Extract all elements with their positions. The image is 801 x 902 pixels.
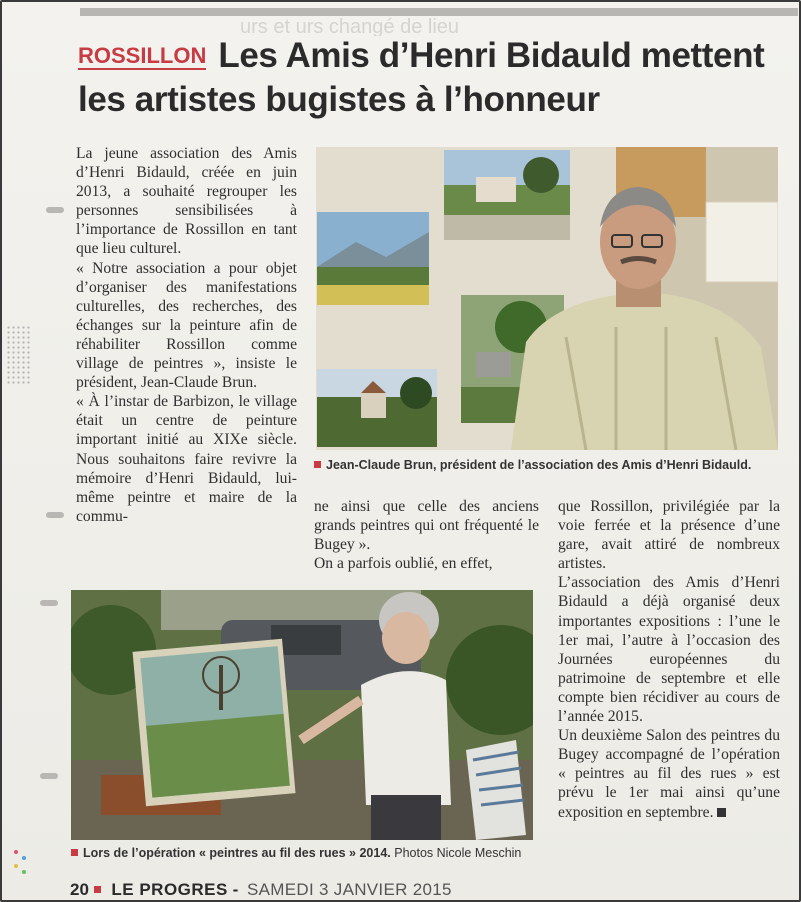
article-title: Les Amis d’Henri Bidauld mettent les artistes bugistes à l’honneur: [78, 36, 765, 119]
footer-separator: -: [232, 880, 239, 899]
caption-text: Lors de l’opération « peintres au fil des rues » 2014.: [83, 846, 391, 860]
paragraph: « Notre association a pour objet d’organiser des manifestations culturelles, des recherches, des échanges sur la peinture afin de réhabiliter Rossillon comme village de peintres », insiste le président, Jean-Claude Brun.: [76, 259, 297, 392]
newspaper-name: LE PROGRES: [111, 880, 228, 899]
paragraph: L’association des Amis d’Henri Bidauld a déjà organisé deux importantes expositions : l’une le 1er mai, l’autre à l’occasion des Journées européennes du patrimoine de septembre et elle compte bien récidiver au cours de l’année 2015.: [558, 574, 780, 726]
location-kicker: ROSSILLON: [78, 43, 207, 68]
paragraph: ne ainsi que celle des anciens grands peintres qui ont fréquenté le Bugey ».: [314, 498, 539, 554]
photo-credit: Photos Nicole Meschin: [394, 846, 522, 860]
paragraph: que Rossillon, privilégiée par la voie ferrée et la présence d’une gare, avait attiré de nombreux artistes.: [558, 498, 780, 573]
issue-date: SAMEDI 3 JANVIER 2015: [247, 880, 452, 899]
caption-text: Jean-Claude Brun, président de l’association des Amis d’Henri Bidauld.: [326, 458, 752, 472]
paragraph: On a parfois oublié, en effet,: [314, 555, 493, 573]
bleed-through-text: urs et urs changé de lieu: [240, 16, 460, 36]
paragraph: « À l’instar de Barbizon, le village était un centre de peinture important initié au XIXe siècle. Nous souhaitons faire revivre la mémoire d’Henri Bidauld, lui-même peintre et maire de la commu-: [76, 393, 297, 525]
page-number: 20: [70, 880, 89, 899]
paragraph-text: Un deuxième Salon des peintres du Bugey accompagné de l’opération « peintres au fil des rues » est prévu le 1er mai ainsi qu’une exposition en septembre.: [558, 727, 780, 821]
paragraph: La jeune association des Amis d’Henri Bidauld, créée en juin 2013, a souhaité regrouper les personnes sensibilisées à l’importance de Rossillon en tant que lieu culturel.: [76, 145, 297, 258]
